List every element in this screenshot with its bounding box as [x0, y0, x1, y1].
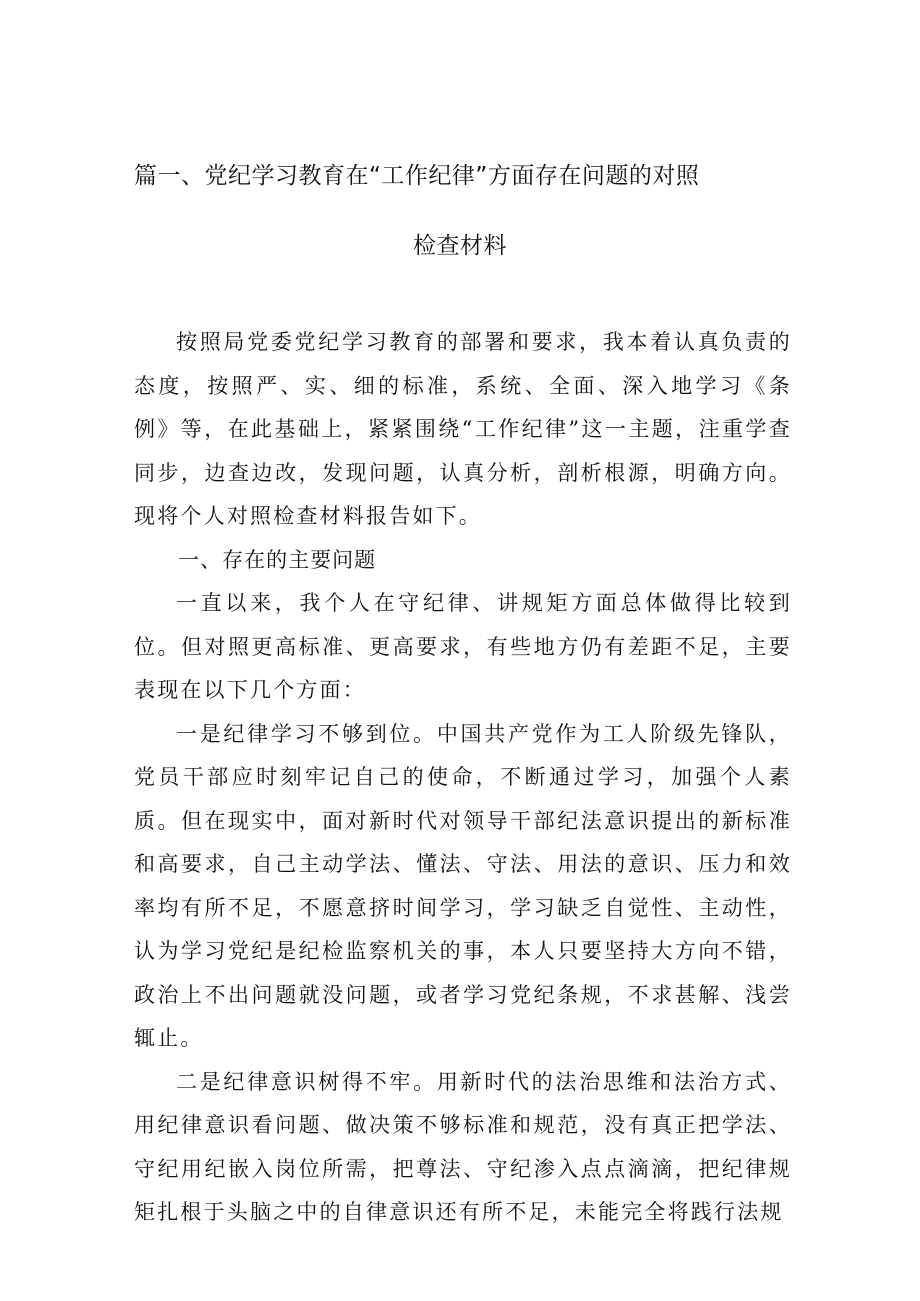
point-one-paragraph: 一是纪律学习不够到位。中国共产党作为工人阶级先锋队，党员干部应时刻牢记自己的使命，不断通过学习，加强个人素质。但在现实中，面对新时代对领导干部纪法意识提出的新标准和高要求，自己主动学法、懂法、守法、用法的意识、压力和效率均有所不足，不愿意挤时间学习，学习缺乏自觉性、主动性，认为学习党纪是纪检监察机关的事，本人只要坚持大方向不错，政治上不出问题就没问题，或者学习党纪条规，不求甚解、浅尝辄止。	[134, 721, 792, 1050]
document-body	[134, 321, 792, 1235]
point-two-paragraph: 二是纪律意识树得不牢。用新时代的法治思维和法治方式、用纪律意识看问题、做决策不够标准和规范，没有真正把学法、守纪用纪嵌入岗位所需，把尊法、守纪渗入点点滴滴，把纪律规矩扎根于头脑之中的自律意识还有所不足，未能完全将践行法规	[134, 1069, 792, 1224]
intro-paragraph: 按照局党委党纪学习教育的部署和要求，我本着认真负责的态度，按照严、实、细的标准，系统、全面、深入地学习《条例》等，在此基础上，紧紧围绕“工作纪律”这一主题，注重学查同步，边查边改，发现问题，认真分析，剖析根源，明确方向。现将个人对照检查材料报告如下。	[134, 330, 792, 528]
section-intro-paragraph: 一直以来，我个人在守纪律、讲规矩方面总体做得比较到位。但对照更高标准、更高要求，有些地方仍有差距不足，主要表现在以下几个方面：	[134, 591, 792, 702]
document-title-line-1: 篇一、党纪学习教育在“工作纪律”方面存在问题的对照	[134, 163, 700, 189]
document-title-line-2: 检查材料	[413, 233, 507, 259]
section-heading-problems: 一、存在的主要问题	[178, 547, 377, 572]
